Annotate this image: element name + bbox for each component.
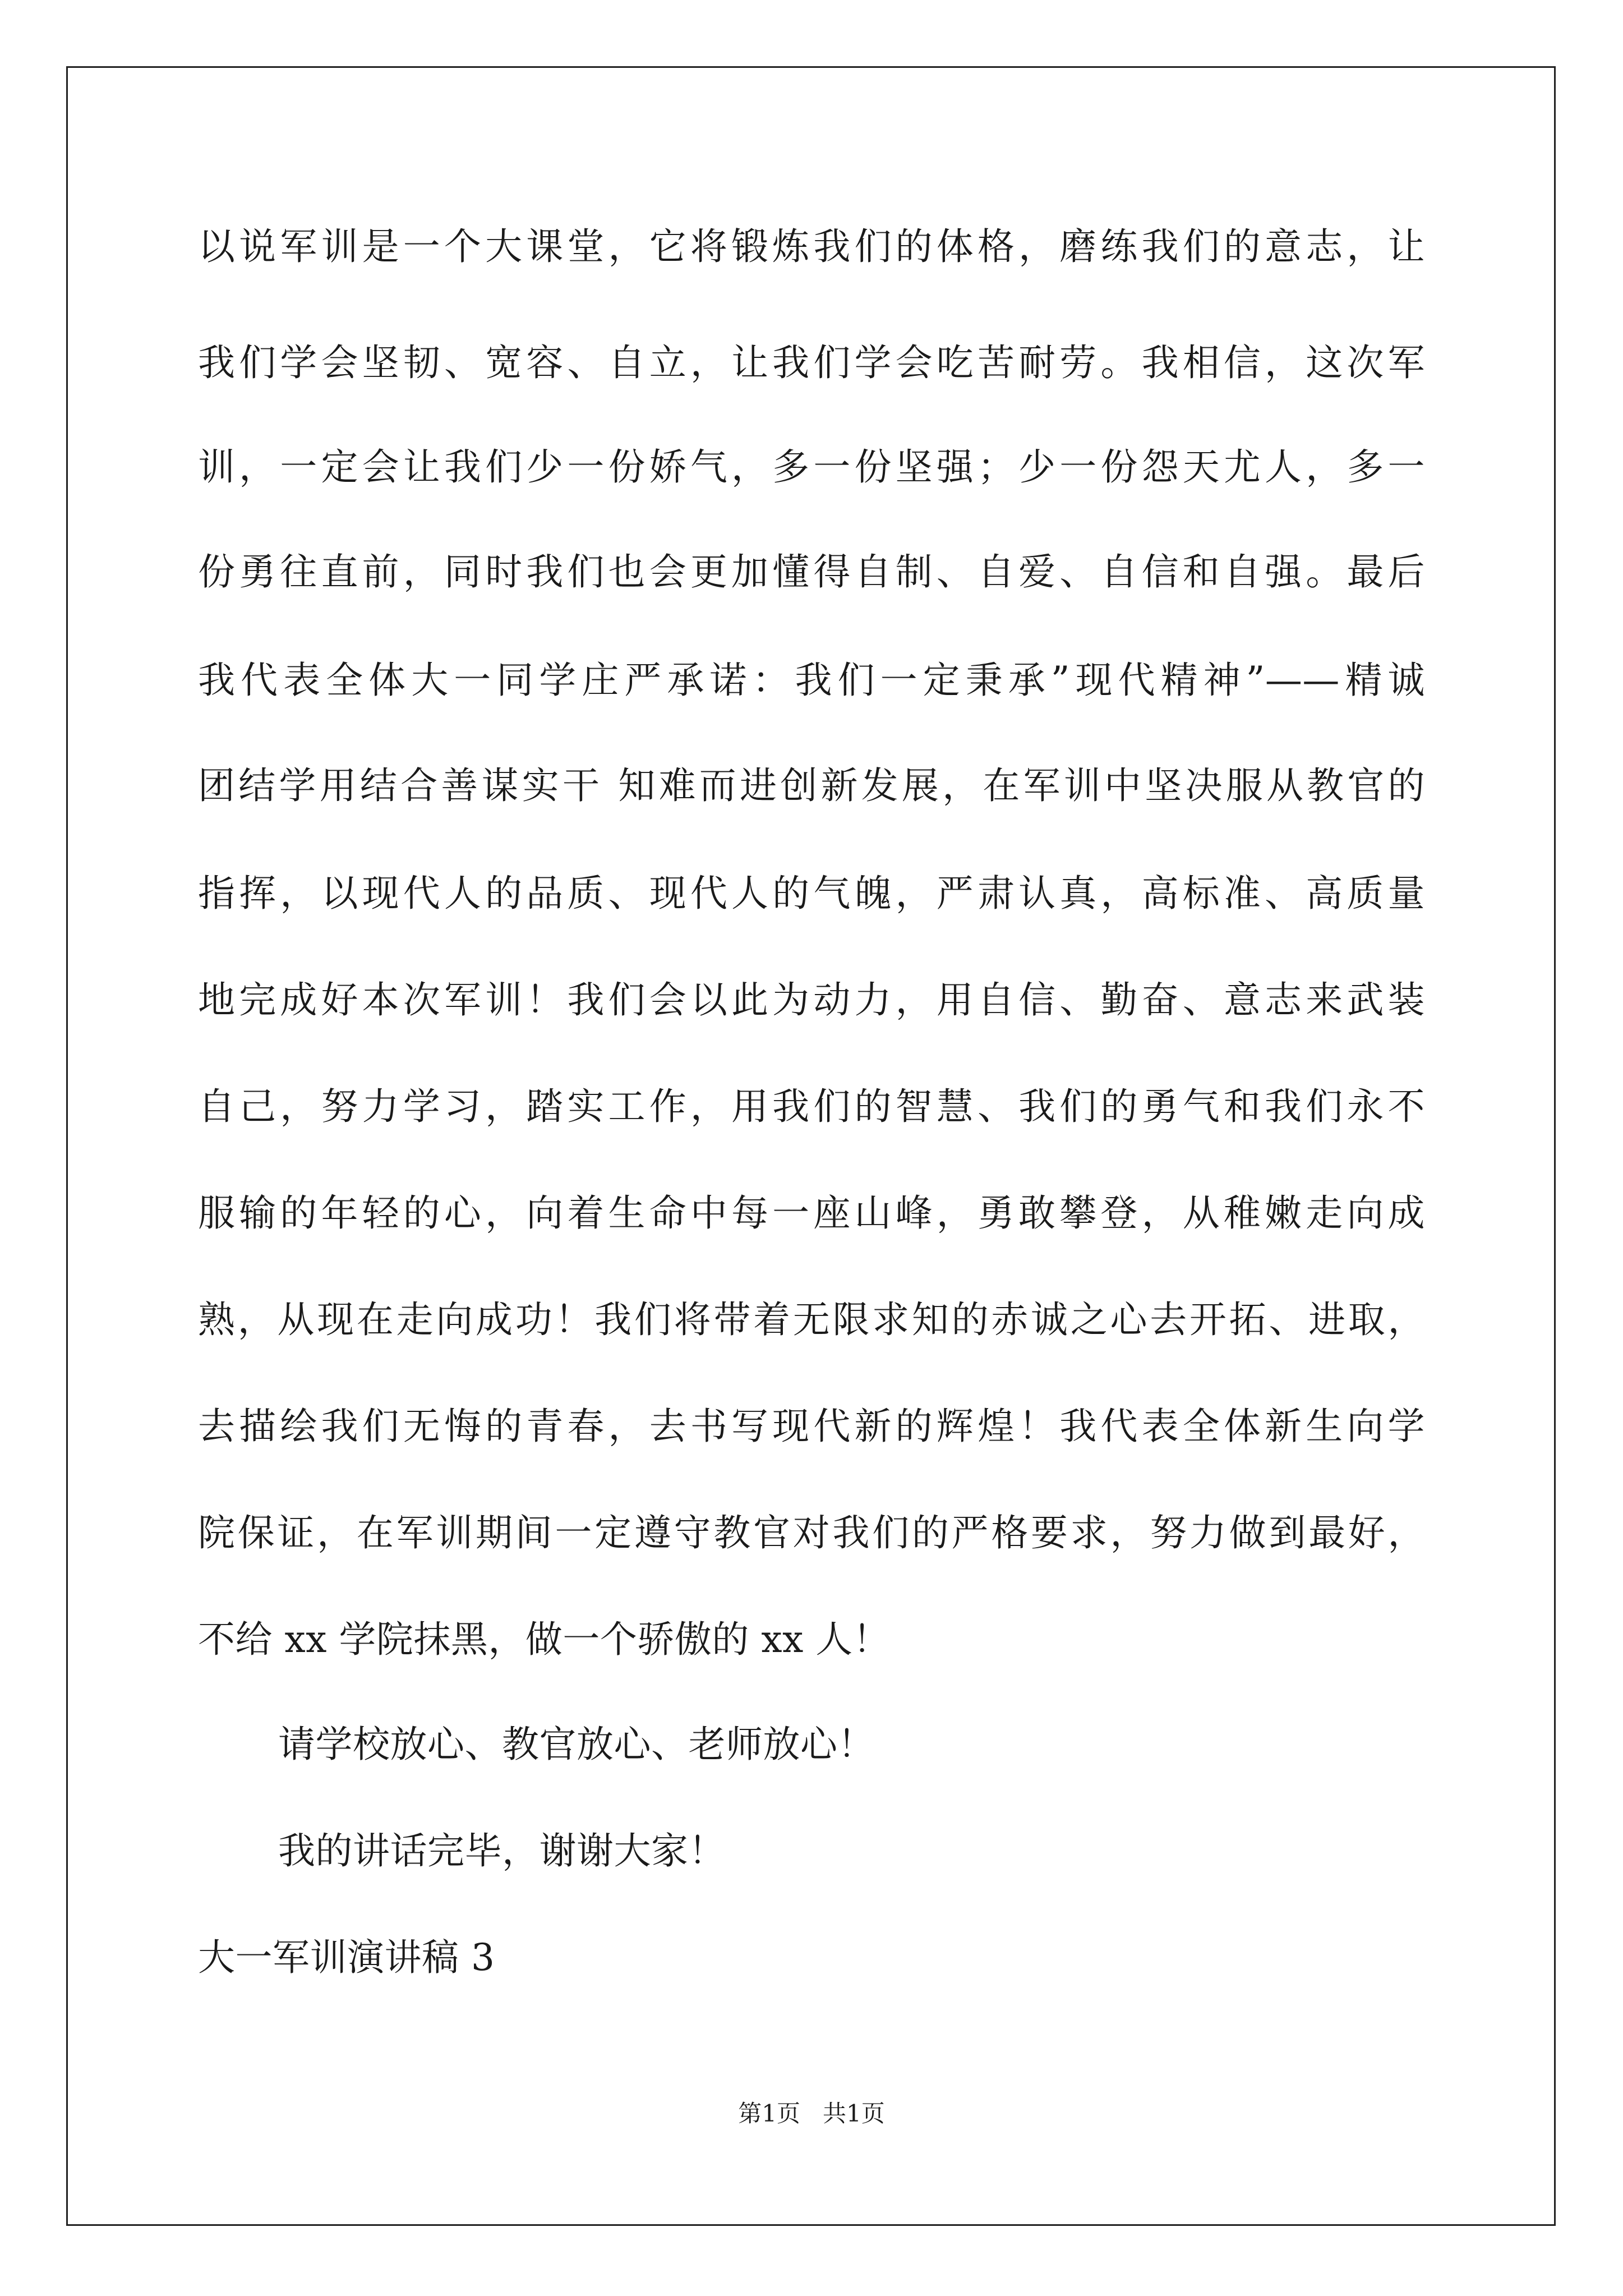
body-text-line: 以说军训是一个大课堂，它将锻炼我们的体格，磨练我们的意志，让 [198, 225, 1425, 268]
closing-line: 我的讲话完毕，谢谢大家！ [278, 1829, 726, 1872]
page-footer: 第1页 共1页 [738, 2100, 885, 2127]
body-text-line: 自己，努力学习，踏实工作，用我们的智慧、我们的勇气和我们永不 [198, 1085, 1425, 1128]
body-text-line: 地完成好本次军训！我们会以此为动力，用自信、勤奋、意志来武装 [198, 978, 1425, 1022]
body-text-line: 份勇往直前，同时我们也会更加懂得自制、自爱、自信和自强。最后 [198, 550, 1425, 593]
body-text-line: 指挥，以现代人的品质、现代人的气魄，严肃认真，高标准、高质量 [198, 872, 1425, 915]
body-text-line: 去描绘我们无悔的青春，去书写现代新的辉煌！我代表全体新生向学 [198, 1405, 1425, 1448]
body-text-line: 熟，从现在走向成功！我们将带着无限求知的赤诚之心去开拓、进取， [198, 1298, 1425, 1341]
body-text-line: 服输的年轻的心，向着生命中每一座山峰，勇敢攀登，从稚嫩走向成 [198, 1191, 1425, 1235]
closing-line: 请学校放心、教官放心、老师放心！ [278, 1723, 875, 1766]
body-text-line-last: 不给 xx 学院抹黑，做一个骄傲的 xx 人！ [198, 1618, 891, 1661]
section-heading: 大一军训演讲稿 3 [198, 1936, 495, 1979]
body-text-line: 团结学用结合善谋实干 知难而进创新发展，在军训中坚决服从教官的 [198, 764, 1425, 807]
body-text-line: 训，一定会让我们少一份娇气，多一份坚强；少一份怨天尤人，多一 [198, 445, 1425, 489]
body-text-line: 我们学会坚韧、宽容、自立，让我们学会吃苦耐劳。我相信，这次军 [198, 341, 1425, 384]
page-border [66, 66, 1556, 2226]
body-text-line: 院保证，在军训期间一定遵守教官对我们的严格要求，努力做到最好， [198, 1511, 1425, 1554]
body-text-line: 我代表全体大一同学庄严承诺：我们一定秉承”现代精神”——精诚 [198, 659, 1425, 702]
